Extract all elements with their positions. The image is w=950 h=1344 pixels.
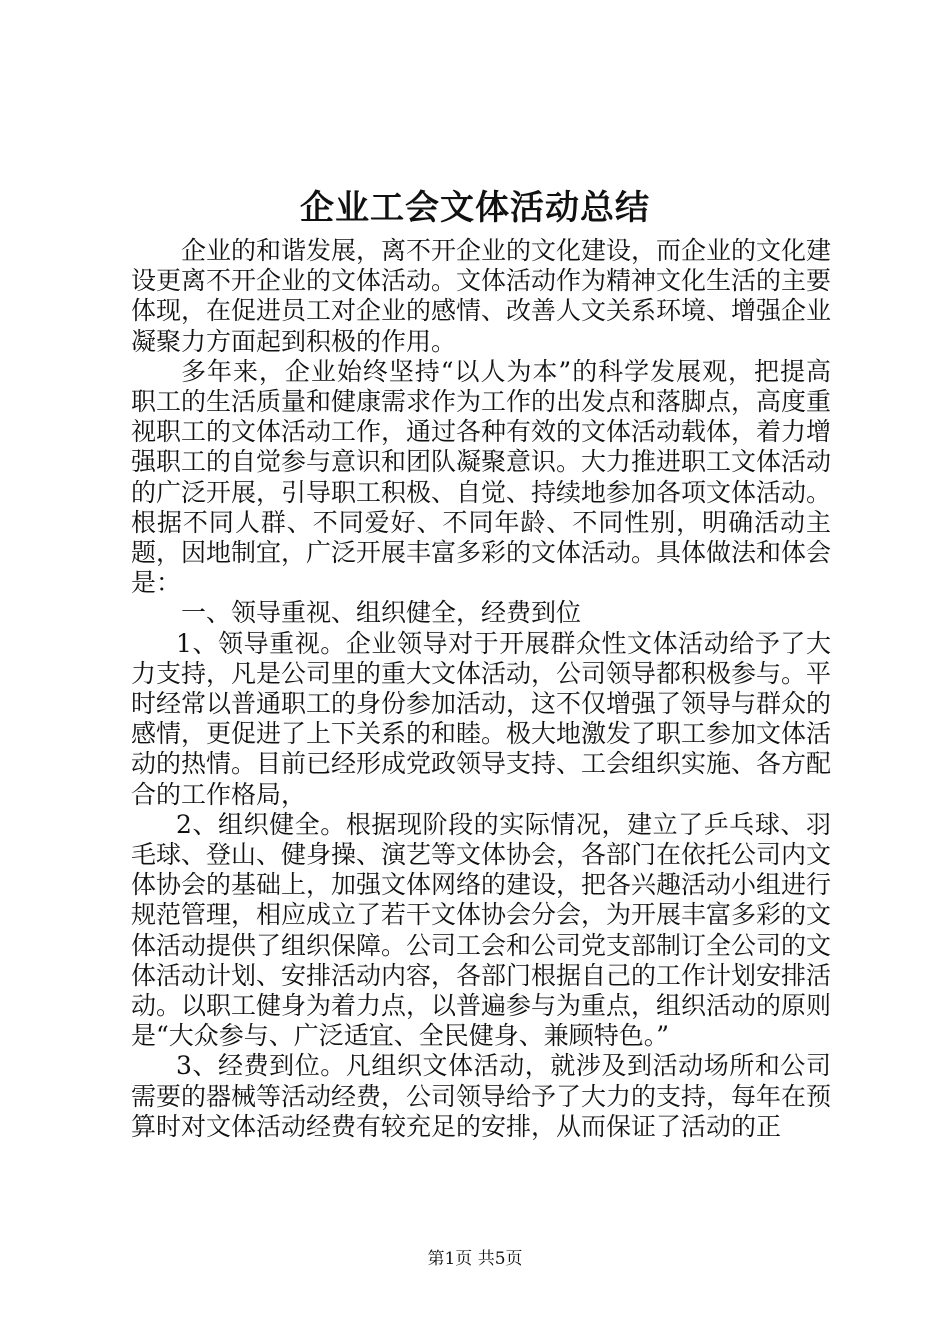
paragraph-leadership: 1、领导重视。企业领导对于开展群众性文体活动给予了大力支持，凡是公司里的重大文体活动，公司领导都积极参与。平时经常以普通职工的身份参加活动，这不仅增强了领导与群众的感情，更促进了上下关系的和睦。极大地激发了职工参加文体活动的热情。目前已经形成党政领导支持、工会组织实施、各方配合的工作格局， xyxy=(131,628,832,809)
page-number-footer: 第1页 共5页 xyxy=(427,1249,523,1269)
paragraph-overview: 多年来，企业始终坚持“以人为本”的科学发展观，把提高职工的生活质量和健康需求作为工作的出发点和落脚点，高度重视职工的文体活动工作，通过各种有效的文体活动载体，着力增强职工的自觉参与意识和团队凝聚意识。大力推进职工文体活动的广泛开展，引导职工积极、自觉、持续地参加各项文体活动。根据不同人群、不同爱好、不同年龄、不同性别，明确活动主题，因地制宜，广泛开展丰富多彩的文体活动。具体做法和体会是： xyxy=(131,356,832,598)
document-title: 企业工会文体活动总结 xyxy=(300,188,650,228)
document-body xyxy=(131,236,831,1142)
paragraph-intro: 企业的和谐发展，离不开企业的文化建设，而企业的文化建设更离不开企业的文体活动。文体活动作为精神文化生活的主要体现，在促进员工对企业的感情、改善人文关系环境、增强企业凝聚力方面起到积极的作用。 xyxy=(131,236,832,356)
section-heading-1: 一、领导重视、组织健全，经费到位 xyxy=(181,598,582,628)
paragraph-funding: 3、经费到位。凡组织文体活动，就涉及到活动场所和公司需要的器械等活动经费，公司领导给予了大力的支持，每年在预算时对文体活动经费有较充足的安排，从而保证了活动的正 xyxy=(131,1051,832,1141)
paragraph-organization: 2、组织健全。根据现阶段的实际情况，建立了乒乓球、羽毛球、登山、健身操、演艺等文体协会，各部门在依托公司内文体协会的基础上，加强文体网络的建设，把各兴趣活动小组进行规范管理，相应成立了若干文体协会分会，为开展丰富多彩的文体活动提供了组织保障。公司工会和公司党支部制订全公司的文体活动计划、安排活动内容，各部门根据自己的工作计划安排活动。以职工健身为着力点，以普遍参与为重点，组织活动的原则是“大众参与、广泛适宜、全民健身、兼顾特色。” xyxy=(131,809,832,1051)
